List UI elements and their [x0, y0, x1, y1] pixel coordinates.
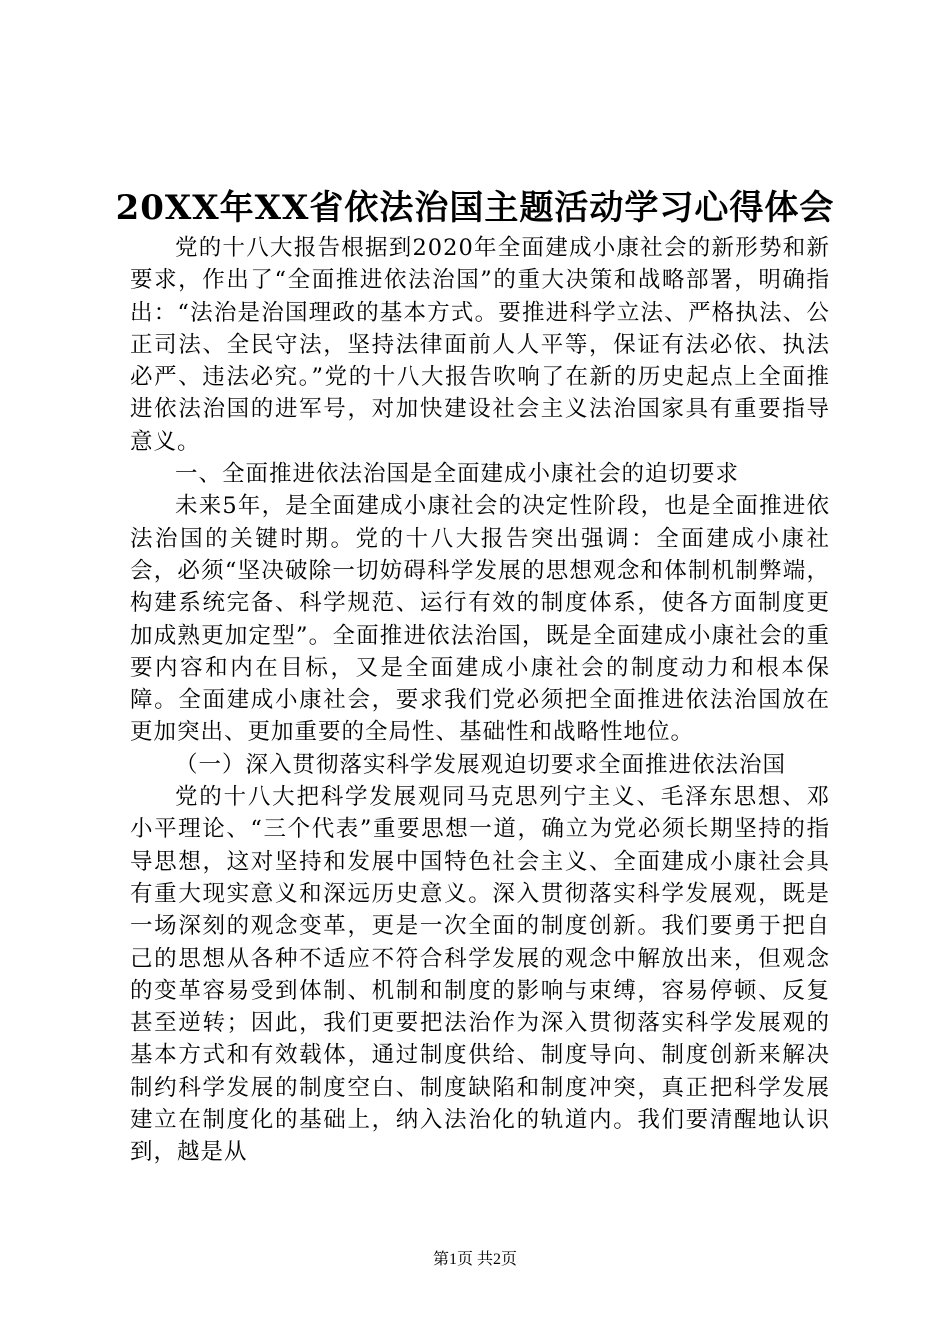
paragraph-subsection-1: 党的十八大把科学发展观同马克思列宁主义、毛泽东思想、邓小平理论、“三个代表”重要思想一道，确立为党必须长期坚持的指导思想，这对坚持和发展中国特色社会主义、全面建成小康社会具有重大现实意义和深远历史意义。深入贯彻落实科学发展观，既是一场深刻的观念变革，更是一次全面的制度创新。我们要勇于把自己的思想从各种不适应不符合科学发展的观念中解放出来，但观念的变革容易受到体制、机制和制度的影响与束缚，容易停顿、反复甚至逆转；因此，我们更要把法治作为深入贯彻落实科学发展观的基本方式和有效载体，通过制度供给、制度导向、制度创新来解决制约科学发展的制度空白、制度缺陷和制度冲突，真正把科学发展建立在制度化的基础上，纳入法治化的轨道内。我们要清醒地认识到，越是从: [130, 784, 830, 1166]
paragraph-intro: 党的十八大报告根据到2020年全面建成小康社会的新形势和新要求，作出了“全面推进依法治国”的重大决策和战略部署，明确指出：“法治是治国理政的基本方式。要推进科学立法、严格执法、公正司法、全民守法，坚持法律面前人人平等，保证有法必依、执法必严、违法必究。”党的十八大报告吹响了在新的历史起点上全面推进依法治国的进军号，对加快建设社会主义法治国家具有重要指导意义。: [130, 235, 830, 455]
subsection-heading-1: （一）深入贯彻落实科学发展观迫切要求全面推进依法治国: [175, 751, 787, 778]
document-title: 20XX年XX省依法治国主题活动学习心得体会: [115, 188, 835, 228]
page-number-footer: 第1页 共2页: [432, 1251, 517, 1268]
document-body: [130, 232, 830, 1169]
section-heading-1: 一、全面推进依法治国是全面建成小康社会的迫切要求: [175, 461, 740, 488]
paragraph-section-1: 未来5年，是全面建成小康社会的决定性阶段，也是全面推进依法治国的关键时期。党的十八大报告突出强调：全面建成小康社会，必须“坚决破除一切妨碍科学发展的思想观念和体制机制弊端，构建系统完备、科学规范、运行有效的制度体系，使各方面制度更加成熟更加定型”。全面推进依法治国，既是全面建成小康社会的重要内容和内在目标，又是全面建成小康社会的制度动力和根本保障。全面建成小康社会，要求我们党必须把全面推进依法治国放在更加突出、更加重要的全局性、基础性和战略性地位。: [130, 493, 830, 746]
